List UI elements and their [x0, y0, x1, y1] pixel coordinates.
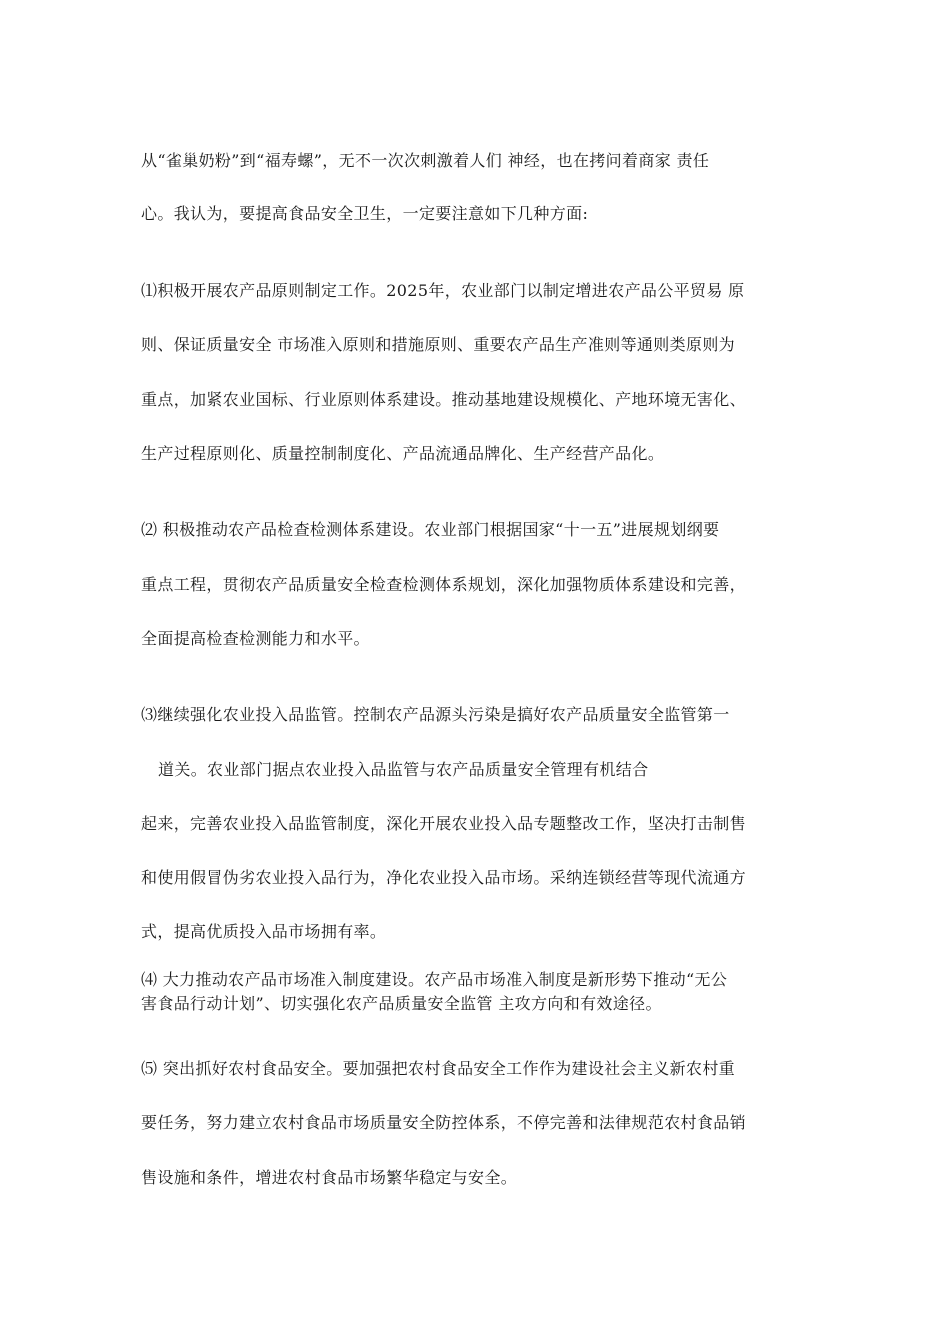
item4-line-2: 害食品行动计划”、切实强化农产品质量安全监管 主攻方向和有效途径。 [141, 994, 662, 1013]
intro-line-1: 从“雀巢奶粉”到“福寿螺”，无不一次次刺激着人们 神经，也在拷问着商家 责任 [141, 151, 710, 170]
intro-line-2: 心。我认为，要提高食品安全卫生，一定要注意如下几种方面: [141, 204, 589, 223]
item3-line-3: 起来，完善农业投入品监管制度，深化开展农业投入品专题整改工作，坚决打击制售 [141, 814, 746, 833]
item2-line-1: ⑵ 积极推动农产品检查检测体系建设。农业部门根据国家“十一五”进展规划纲要 [141, 520, 720, 539]
item3-line-1: ⑶继续强化农业投入品监管。控制农产品源头污染是搞好农产品质量安全监管第一 [141, 705, 730, 724]
item2-line-3: 全面提高检查检测能力和水平。 [141, 629, 370, 648]
item1-line-1: ⑴积极开展农产品原则制定工作。2025年，农业部门以制定增进农产品公平贸易 原 [141, 281, 745, 300]
item2-line-2: 重点工程，贯彻农产品质量安全检查检测体系规划，深化加强物质体系建设和完善， [141, 575, 746, 594]
item3-line-4: 和使用假冒伪劣农业投入品行为，净化农业投入品市场。采纳连锁经营等现代流通方 [141, 868, 746, 887]
item1-line-3: 重点，加紧农业国标、行业原则体系建设。推动基地建设规模化、产地环境无害化、 [141, 390, 746, 409]
item1-line-4: 生产过程原则化、质量控制制度化、产品流通品牌化、生产经营产品化。 [141, 444, 665, 463]
item1-line-2: 则、保证质量安全 市场准入原则和措施原则、重要农产品生产准则等通则类原则为 [141, 335, 736, 354]
item5-line-2: 要任务，努力建立农村食品市场质量安全防控体系，不停完善和法律规范农村食品销 [141, 1113, 746, 1132]
item4-line-1: ⑷ 大力推动农产品市场准入制度建设。农产品市场准入制度是新形势下推动“无公 [141, 970, 728, 989]
item3-line-2: 道关。农业部门据点农业投入品监管与农产品质量安全管理有机结合 [158, 760, 649, 779]
item3-line-5: 式，提高优质投入品市场拥有率。 [141, 922, 387, 941]
item5-line-1: ⑸ 突出抓好农村食品安全。要加强把农村食品安全工作作为建设社会主义新农村重 [141, 1059, 736, 1078]
item5-line-3: 售设施和条件，增进农村食品市场繁华稳定与安全。 [141, 1168, 518, 1187]
